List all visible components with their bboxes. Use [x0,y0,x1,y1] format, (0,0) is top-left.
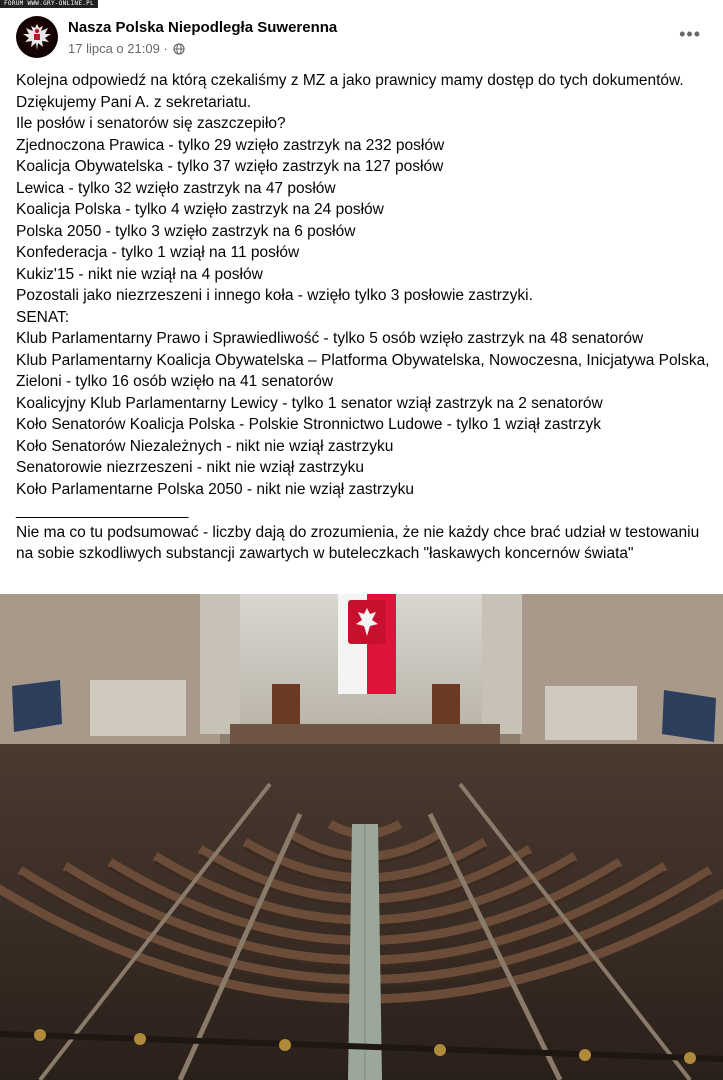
post-line: Koło Senatorów Koalicja Polska - Polskie Stronnictwo Ludowe - tylko 1 wziął zastrzyk [16,416,601,433]
page-name[interactable]: Nasza Polska Niepodległa Suwerenna [68,19,338,36]
post-photo[interactable] [0,594,723,1080]
globe-icon [173,43,185,55]
post-date[interactable]: 17 lipca o 21:09 · [68,41,168,56]
post-line: Dziękujemy Pani A. z sekretariatu. [16,93,252,111]
post-line: Kukiz'15 - nikt nie wziął na 4 posłów [16,265,263,283]
site-watermark: FORUM WWW.GRY-ONLINE.PL [0,0,98,8]
post-line: Koalicja Obywatelska - tylko 37 wzięło zastrzyk na 127 posłów [16,158,444,175]
top-strip [0,0,723,6]
post-meta [68,41,185,56]
post-line: Senatorowie niezrzeszeni - nikt nie wziął zastrzyku [16,459,365,476]
more-options-icon[interactable]: ••• [679,24,701,44]
post-line: Konfederacja - tylko 1 wziął na 11 posłów [16,244,300,261]
post-line: Klub Parlamentarny Prawo i Sprawiedliwość - tylko 5 osób wzięło zastrzyk na 48 senatorów [16,330,644,347]
post-line: Zjednoczona Prawica - tylko 29 wzięło zastrzyk na 232 posłów [16,136,445,154]
post-line: Lewica - tylko 32 wzięło zastrzyk na 47 posłów [16,179,336,197]
post-text [16,70,711,565]
post-divider: ____________________ [16,502,189,519]
post-line: Pozostali jako niezrzeszeni i innego koła - wzięło tylko 3 posłowie zastrzyki. [16,287,533,304]
avatar[interactable] [16,16,58,58]
eagle-avatar-icon [16,16,58,58]
post-line: Nie ma co tu podsumować - liczby dają do zrozumienia, że nie każdy chce brać udział w testowaniu na sobie szkodliwych substancji zawartych w buteleczkach "łaskawych koncernów świata" [16,523,700,562]
post-line: Koło Senatorów Niezależnych - nikt nie wziął zastrzyku [16,437,394,455]
post-header [16,16,707,62]
post-line: Koalicja Polska - tylko 4 wzięło zastrzyk na 24 posłów [16,201,384,218]
post-line: SENAT: [16,308,70,326]
post-line: Klub Parlamentarny Koalicja Obywatelska – Platforma Obywatelska, Nowoczesna, Inicjatywa Polska, Zieloni - tylko 16 osób wzięło na 41 senatorów [16,351,710,390]
post-line: Koło Parlamentarne Polska 2050 - nikt nie wziął zastrzyku [16,480,415,498]
post-line: Koalicyjny Klub Parlamentarny Lewicy - tylko 1 senator wziął zastrzyk na 2 senatorów [16,394,603,412]
post-line: Ile posłów i senatorów się zaszczepiło? [16,115,286,132]
sejm-chamber-image [0,594,723,1080]
post-line: Kolejna odpowiedź na którą czekaliśmy z MZ a jako prawnicy mamy dostęp do tych dokumentów. [16,72,684,89]
post-line: Polska 2050 - tylko 3 wzięło zastrzyk na 6 posłów [16,222,356,240]
